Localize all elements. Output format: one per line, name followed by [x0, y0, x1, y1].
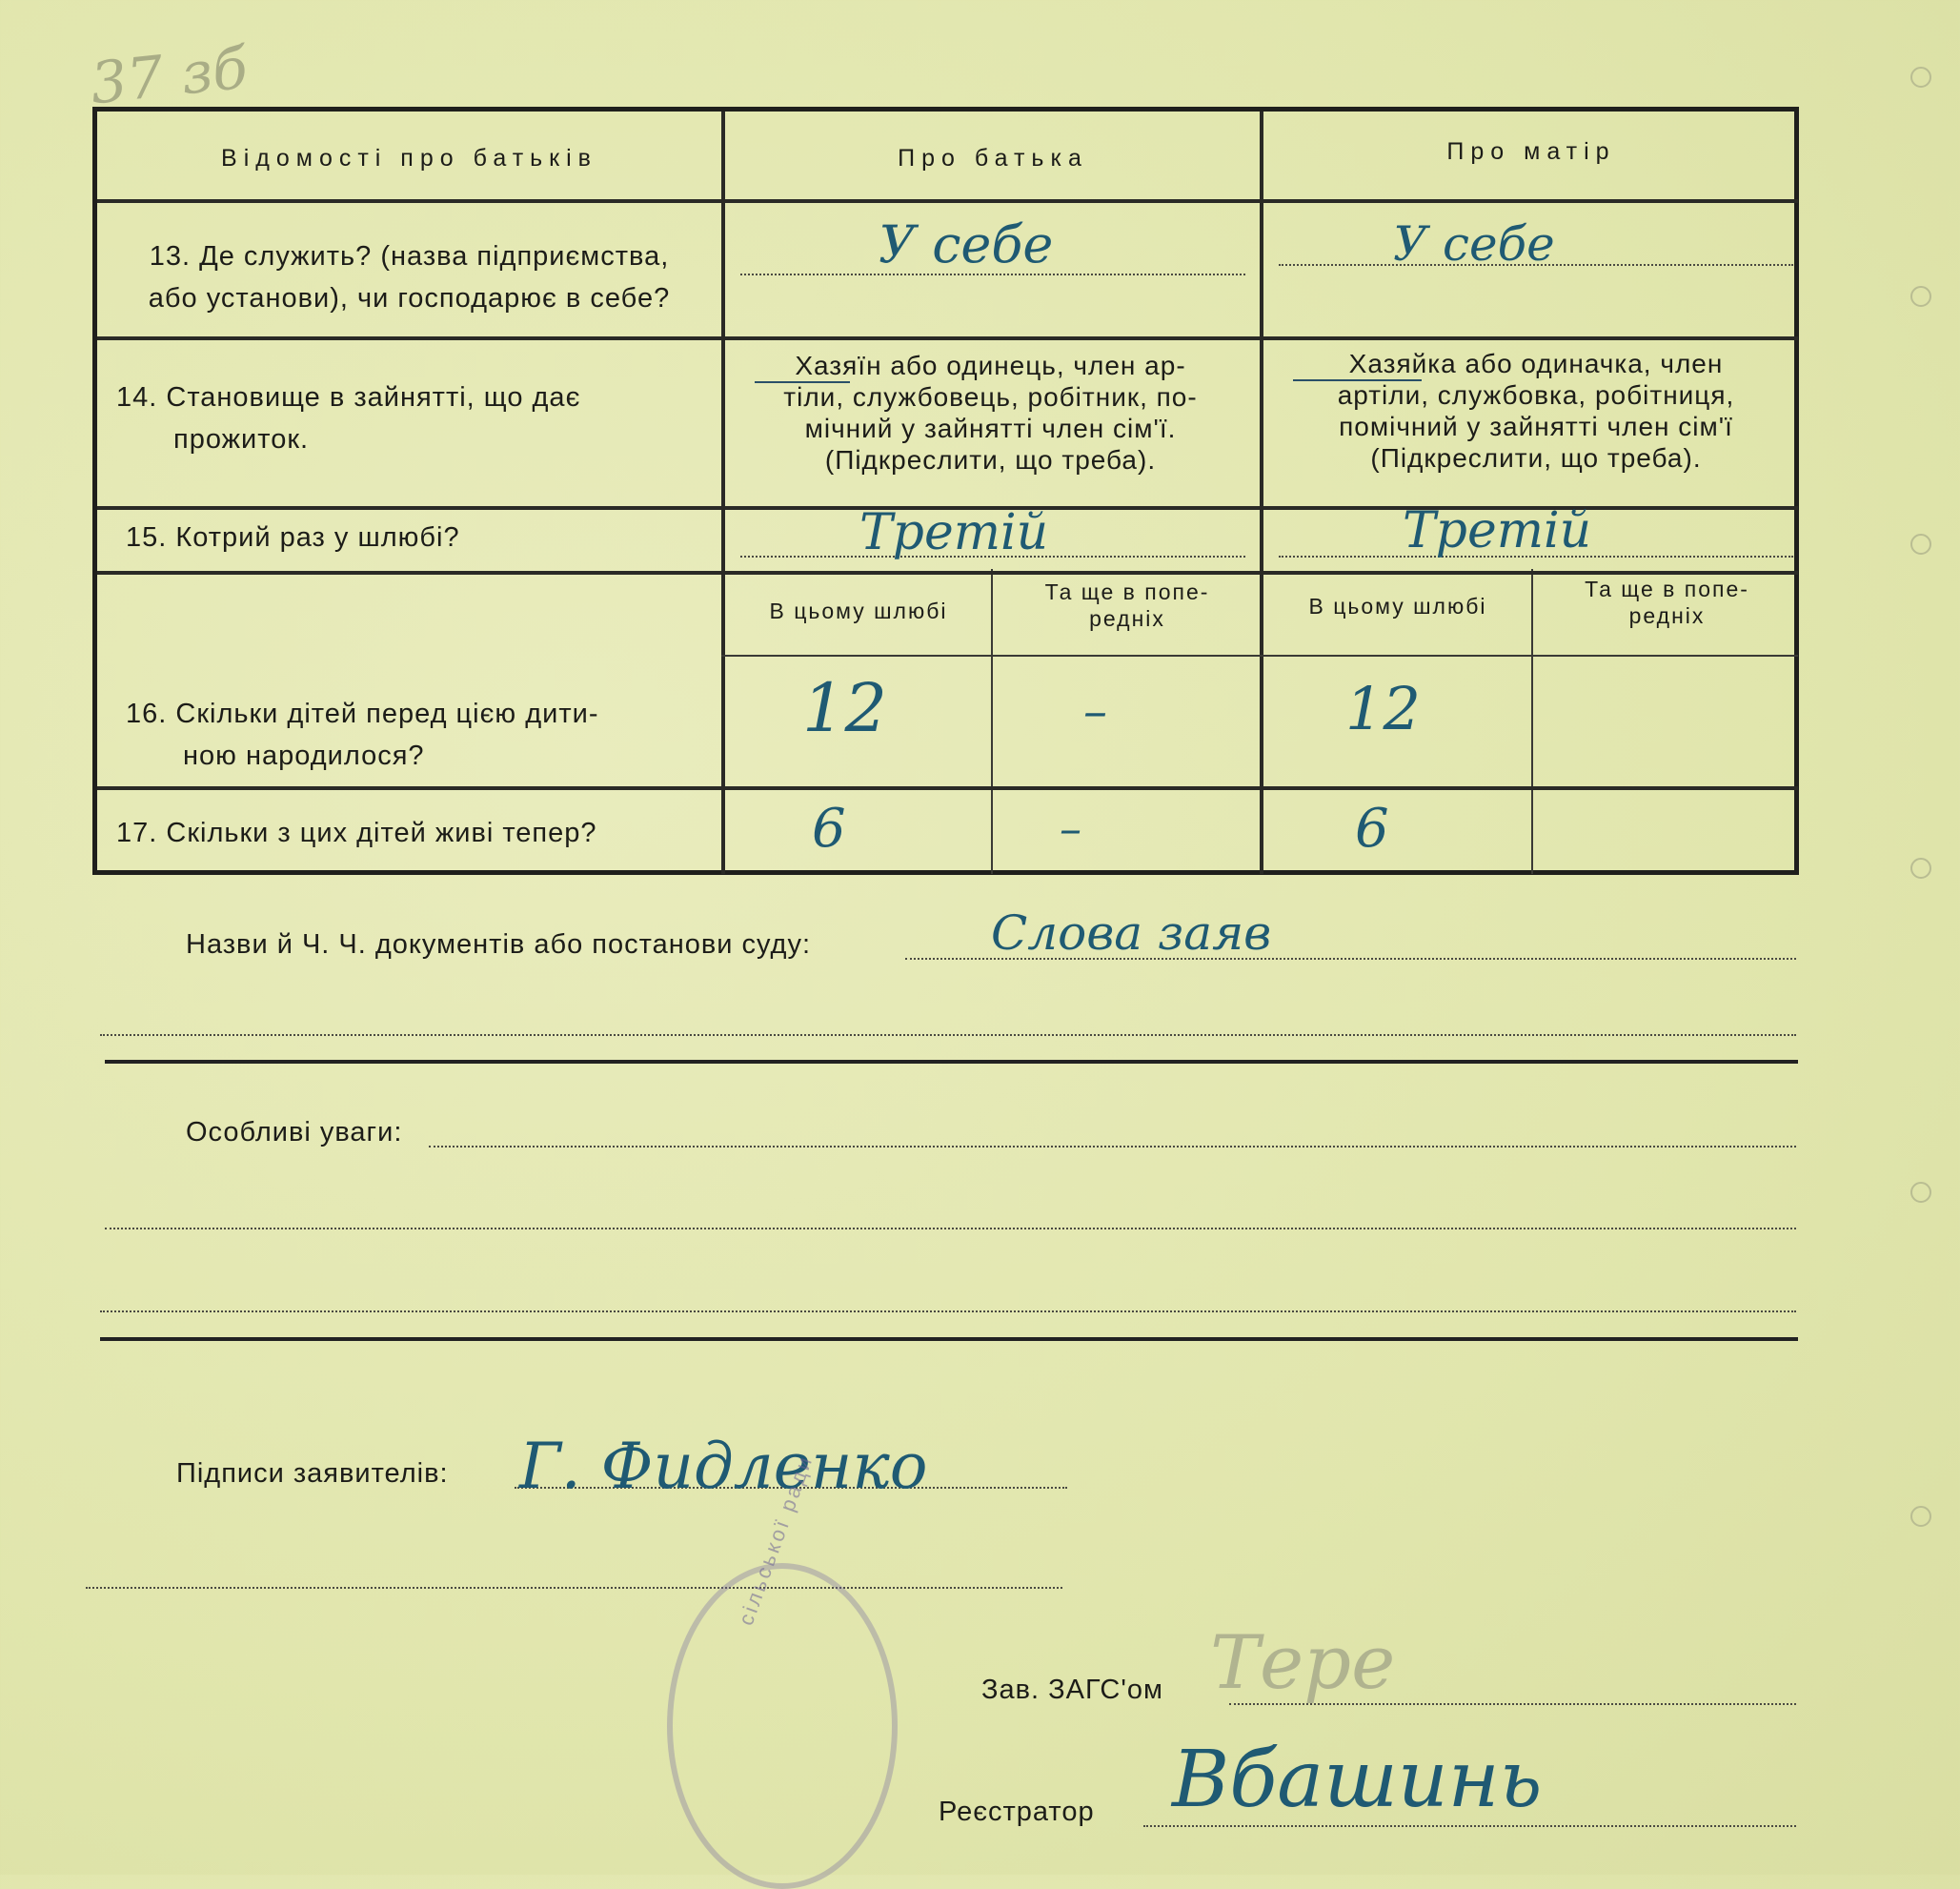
punch-hole [1910, 1182, 1931, 1203]
row17-question: 17. Скільки з цих дітей живі тепер? [116, 818, 597, 848]
applicants-line-2 [86, 1587, 1062, 1589]
row-line-13 [97, 336, 1798, 340]
official-stamp [667, 1563, 898, 1889]
row-line-16 [97, 786, 1798, 790]
applicants-signature: Г. Фидленко [519, 1430, 928, 1503]
row14-mother-underline [1293, 379, 1422, 381]
corner-note: 37 зб [87, 34, 251, 118]
notes-line-1 [429, 1146, 1796, 1148]
subheader-father-prev-line1: Та ще в попе- [1044, 579, 1210, 604]
row13-question-line2: або установи), чи господарює в себе? [148, 283, 671, 314]
row-line-header [97, 199, 1798, 203]
header-parents-info: Відомості про батьків [221, 145, 597, 172]
subheader-line [721, 655, 1798, 657]
row14-father-opt-1: Хазяїн або одинець, член ар- [795, 351, 1186, 380]
subheader-mother-prev [1536, 576, 1798, 629]
row15-father-answer: Третій [859, 504, 1049, 561]
documents-label: Назви й Ч. Ч. документів або постанови суду: [186, 929, 812, 960]
row15-question: 15. Котрий раз у шлюбі? [126, 522, 460, 553]
subheader-mother-prev-line2: редніх [1628, 603, 1706, 628]
row13-question-line1: 13. Де служить? (назва підприємства, [149, 241, 670, 272]
subcol-divider-mother [1531, 569, 1533, 874]
parents-info-table [92, 107, 1799, 875]
row14-question-line1: 14. Становище в зайнятті, що дає [116, 382, 581, 413]
punch-hole [1910, 286, 1931, 307]
subheader-father-prev [995, 579, 1260, 632]
punch-hole [1910, 858, 1931, 879]
head-label: Зав. ЗАГС'ом [981, 1675, 1163, 1705]
row15-mother-answer: Третій [1403, 502, 1592, 559]
row14-question-line2: прожиток. [173, 424, 310, 455]
row16-question-line2: ною народилося? [183, 741, 425, 771]
row-line-15 [97, 571, 1798, 575]
subheader-mother-prev-line1: Та ще в попе- [1585, 577, 1749, 601]
col-divider-1 [721, 112, 725, 874]
row13-question [97, 235, 721, 319]
notes-label: Особливі уваги: [186, 1117, 403, 1148]
stamp-text: сільської ради [734, 1451, 818, 1629]
head-signature: Тере [1210, 1620, 1396, 1706]
row14-father-opt-3: мічний у зайнятті член сім'ї. [804, 414, 1177, 443]
row14-mother-opt-3: помічний у зайнятті член сім'ї [1339, 412, 1733, 441]
row14-mother-opt-1: Хазяйка або одиначка, член [1348, 349, 1724, 378]
row16-father-prev: – [1083, 683, 1107, 739]
row16-question-line1: 16. Скільки дітей перед цією дити- [126, 699, 599, 729]
row14-father-opt-2: тіли, службовець, робітник, по- [783, 382, 1198, 412]
subheader-mother-this: В цьому шлюбі [1308, 594, 1487, 619]
row17-father-prev: – [1060, 802, 1081, 854]
punch-hole [1910, 1506, 1931, 1527]
notes-line-2 [105, 1228, 1796, 1229]
documents-line-2 [100, 1034, 1796, 1036]
notes-line-3 [100, 1310, 1796, 1312]
subheader-father-this: В цьому шлюбі [769, 599, 948, 623]
registrar-label: Реєстратор [939, 1797, 1095, 1827]
row13-mother-answer: У себе [1393, 216, 1555, 272]
subcol-divider-father [991, 569, 993, 874]
row16-father-this: 12 [802, 669, 888, 747]
row14-father-options [740, 350, 1241, 476]
applicants-label: Підписи заявителів: [176, 1458, 449, 1489]
documents-separator [105, 1060, 1798, 1064]
row13-father-answer: У себе [879, 214, 1054, 274]
row16-mother-this: 12 [1345, 674, 1421, 743]
row14-question [116, 376, 707, 460]
punch-hole [1910, 534, 1931, 555]
registrar-signature: Вбашинь [1172, 1735, 1543, 1825]
punch-hole [1910, 67, 1931, 88]
row17-mother-this: 6 [1355, 798, 1389, 860]
notes-separator [100, 1337, 1798, 1341]
row14-mother-options [1283, 348, 1788, 474]
subheader-father-prev-line2: редніх [1089, 606, 1165, 631]
row14-mother-opt-4: (Підкреслити, що треба). [1370, 443, 1702, 473]
row14-father-underline [755, 381, 850, 383]
documents-value: Слова заяв [991, 905, 1272, 961]
header-mother: Про матір [1446, 138, 1616, 165]
header-father: Про батька [898, 145, 1088, 172]
row14-mother-opt-2: артіли, службовка, робітниця, [1337, 380, 1735, 410]
row17-father-this: 6 [812, 798, 846, 860]
registrar-line [1143, 1825, 1796, 1827]
col-divider-2 [1260, 112, 1263, 874]
row16-question [126, 693, 707, 777]
row14-father-opt-4: (Підкреслити, що треба). [824, 445, 1157, 475]
